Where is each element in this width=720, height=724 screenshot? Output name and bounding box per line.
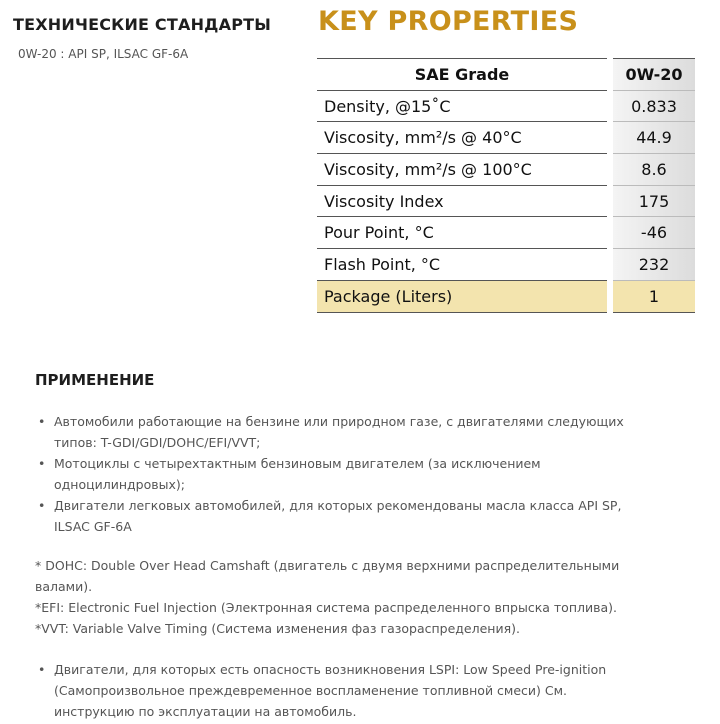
table-row bbox=[317, 90, 695, 122]
property-value: 44.9 bbox=[613, 121, 695, 153]
table-row bbox=[317, 153, 695, 185]
property-value: -46 bbox=[613, 216, 695, 248]
package-row bbox=[317, 280, 695, 312]
property-label: Flash Point, °C bbox=[317, 248, 607, 280]
sae-grade-label: SAE Grade bbox=[317, 58, 607, 90]
table-bottom-rule bbox=[317, 312, 607, 313]
sae-grade-value: 0W-20 bbox=[613, 58, 695, 90]
footnote: *EFI: Electronic Fuel Injection (Электронная система распределенного впрыска топлива). bbox=[35, 600, 617, 615]
table-header-row bbox=[317, 58, 695, 90]
property-label: Pour Point, °C bbox=[317, 216, 607, 248]
footnote: * DOHC: Double Over Head Camshaft (двигатель с двумя верхними распределительными валами). bbox=[35, 558, 620, 594]
table-row bbox=[317, 216, 695, 248]
properties-table bbox=[317, 58, 695, 313]
lspi-list bbox=[35, 659, 635, 722]
property-value: 8.6 bbox=[613, 153, 695, 185]
footnote: *VVT: Variable Valve Timing (Система изменения фаз газораспределения). bbox=[35, 621, 520, 636]
footnotes bbox=[35, 555, 635, 639]
standards-value: 0W-20 : API SP, ILSAC GF-6A bbox=[18, 47, 189, 61]
table-row bbox=[317, 248, 695, 280]
table-row bbox=[317, 185, 695, 217]
list-item: • Двигатели легковых автомобилей, для которых рекомендованы масла класса API SP, ILSAC GF-6A bbox=[35, 495, 635, 537]
property-value: 0.833 bbox=[613, 90, 695, 122]
list-item: • Двигатели, для которых есть опасность возникновения LSPI: Low Speed Pre-ignition (Самопроизвольное преждевременное воспламенение топливной смеси) См. инструкцию по эксплуатации на автомобиль. bbox=[35, 659, 635, 722]
application-title: ПРИМЕНЕНИЕ bbox=[35, 371, 155, 389]
table-row bbox=[317, 121, 695, 153]
property-label: Density, @15˚C bbox=[317, 90, 607, 122]
package-label: Package (Liters) bbox=[317, 280, 607, 312]
property-label: Viscosity, mm²/s @ 100°C bbox=[317, 153, 607, 185]
standards-title: ТЕХНИЧЕСКИЕ СТАНДАРТЫ bbox=[13, 15, 272, 34]
property-label: Viscosity, mm²/s @ 40°C bbox=[317, 121, 607, 153]
list-item: • Мотоциклы с четырехтактным бензиновым двигателем (за исключением одноцилиндровых); bbox=[35, 453, 635, 495]
list-item: • Автомобили работающие на бензине или природном газе, с двигателями следующих типов: T-GDI/GDI/DOHC/EFI/VVT; bbox=[35, 411, 635, 453]
application-list bbox=[35, 411, 635, 537]
key-properties-title: KEY PROPERTIES bbox=[318, 6, 579, 37]
property-value: 175 bbox=[613, 185, 695, 217]
package-value: 1 bbox=[613, 280, 695, 312]
property-label: Viscosity Index bbox=[317, 185, 607, 217]
property-value: 232 bbox=[613, 248, 695, 280]
